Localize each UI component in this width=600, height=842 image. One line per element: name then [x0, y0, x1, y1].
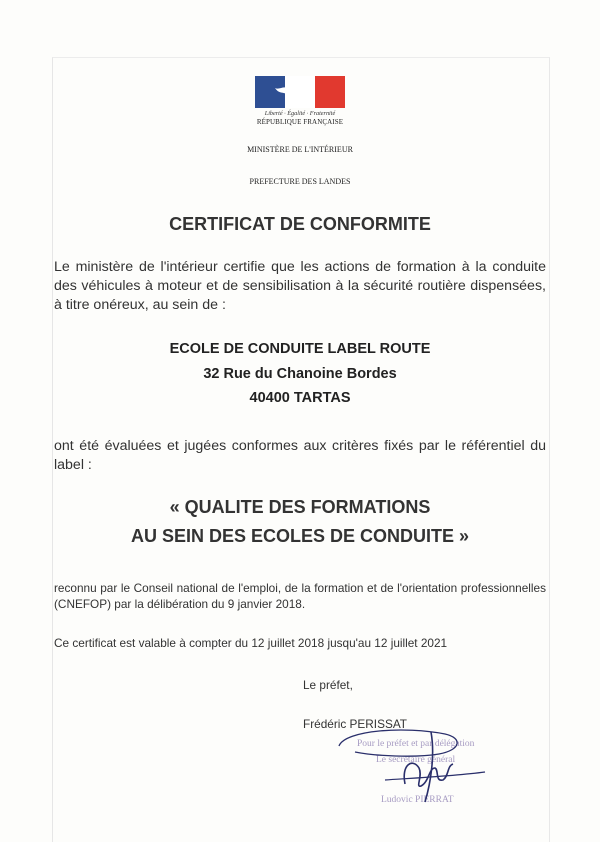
- certificate-title: CERTIFICAT DE CONFORMITE: [169, 214, 431, 234]
- school-street: 32 Rue du Chanoine Bordes: [203, 366, 397, 382]
- prefecture-heading: PREFECTURE DES LANDES: [249, 177, 351, 186]
- school-city: 40400 TARTAS: [249, 390, 351, 406]
- marianne-profile-icon: [271, 76, 331, 108]
- school-name: ECOLE DE CONDUITE LABEL ROUTE: [169, 341, 431, 357]
- validity-statement: Ce certificat est valable à compter du 12 juillet 2018 jusqu'au 12 juillet 2021: [54, 636, 448, 650]
- stamp-name-text: Ludovic PIERRAT: [381, 795, 454, 805]
- label-title-line2: AU SEIN DES ECOLES DE CONDUITE »: [130, 526, 470, 546]
- republic-motto: Liberté · Égalité · Fraternité: [264, 110, 336, 117]
- stamp-delegation-text: Pour le préfet et par délégation: [357, 739, 475, 749]
- signer-name: Frédéric PERISSAT: [303, 717, 408, 731]
- ministry-heading: MINISTÈRE DE L'INTÉRIEUR: [247, 145, 353, 154]
- evaluation-paragraph: ont été évaluées et jugées conformes aux critères fixés par le référentiel du label :: [54, 438, 546, 473]
- stamp-role-text: Le secrétaire général: [376, 755, 456, 765]
- intro-paragraph: Le ministère de l'intérieur certifie que les actions de formation à la conduite des véhicules à moteur et de sensibilisation à la sécurité routière dispensées, à titre onéreux, au sein de :: [54, 259, 546, 313]
- label-title-line1: « QUALITE DES FORMATIONS: [169, 497, 431, 517]
- recognition-paragraph: reconnu par le Conseil national de l'emploi, de la formation et de l'orientation professionnelles (CNEFOP) par la délibération du 9 janvier 2018.: [54, 581, 546, 611]
- marianne-logo: [253, 76, 347, 134]
- signoff-label: Le préfet,: [303, 678, 353, 692]
- handwritten-signature: [335, 724, 515, 814]
- republic-name: RÉPUBLIQUE FRANÇAISE: [256, 118, 344, 126]
